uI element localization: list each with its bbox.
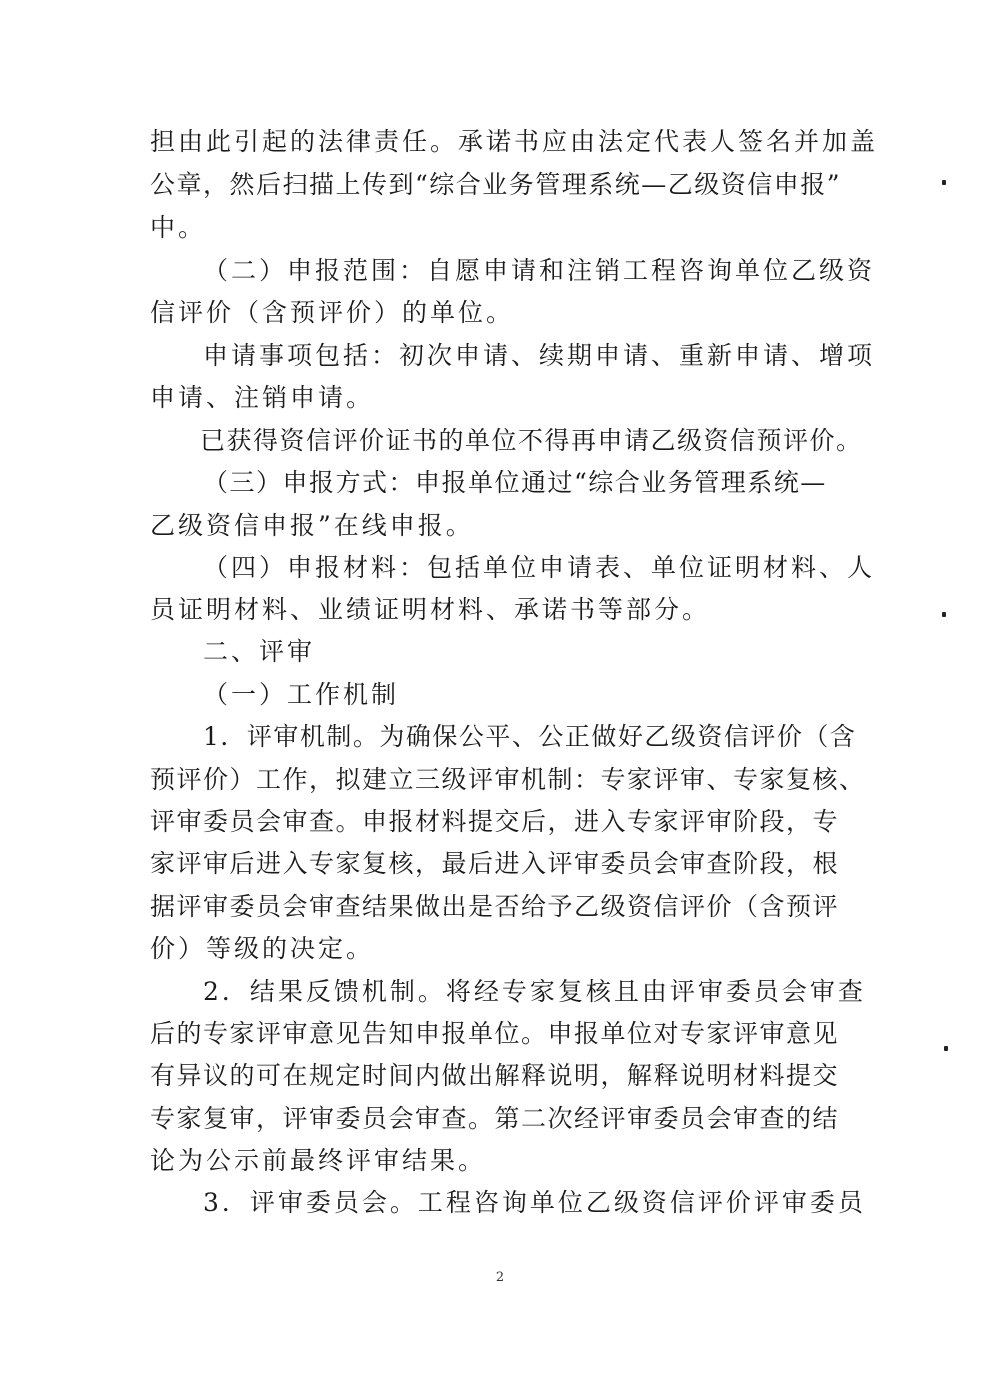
body-text-line: 预评价）工作，拟建立三级评审机制：专家评审、专家复核、 (150, 765, 866, 794)
body-text-line: 已获得资信评价证书的单位不得再申请乙级资信预评价。 (200, 426, 863, 455)
body-text-line: 1．评审机制。为确保公平、公正做好乙级资信评价（含 (203, 722, 857, 751)
body-text-line: 申请事项包括：初次申请、续期申请、重新申请、增项 (203, 341, 876, 370)
body-text-line: 专家复审，评审委员会审查。第二次经评审委员会审查的结 (150, 1104, 840, 1133)
body-text-line: 有异议的可在规定时间内做出解释说明，解释说明材料提交 (150, 1061, 840, 1090)
body-text-line: 评审委员会审查。申报材料提交后，进入专家评审阶段，专 (150, 807, 840, 836)
body-text-line: 公章，然后扫描上传到“综合业务管理系统—乙级资信申报” (150, 170, 842, 199)
body-text-line: 3．评审委员会。工程咨询单位乙级资信评价评审委员 (203, 1188, 866, 1217)
body-text-line: 乙级资信申报”在线申报。 (150, 511, 474, 540)
body-text-line: 据评审委员会审查结果做出是否给予乙级资信评价（含预评 (150, 892, 840, 921)
body-text-line: 担由此引起的法律责任。承诺书应由法定代表人签名并加盖 (150, 127, 879, 156)
body-text-line: 后的专家评审意见告知申报单位。申报单位对专家评审意见 (150, 1019, 840, 1048)
chapter-heading-review: 二、评审 (203, 637, 316, 666)
body-text-line: 中。 (150, 213, 207, 242)
scan-speck (944, 1046, 948, 1051)
section-heading-mechanism: （一）工作机制 (203, 680, 400, 709)
scan-speck (942, 180, 946, 185)
body-text-line: 家评审后进入专家复核，最后进入评审委员会审查阶段，根 (150, 849, 840, 878)
body-text-line: 信评价（含预评价）的单位。 (150, 298, 515, 327)
section-heading-method: （三）申报方式：申报单位通过“综合业务管理系统— (203, 468, 827, 497)
body-text-line: 价）等级的决定。 (150, 934, 375, 963)
body-text-line: 2．结果反馈机制。将经专家复核且由评审委员会审查 (203, 977, 866, 1006)
body-text-line: 申请、注销申请。 (150, 383, 375, 412)
body-text-line: 员证明材料、业绩证明材料、承诺书等部分。 (150, 595, 711, 624)
page-number: 2 (495, 1270, 505, 1285)
scan-speck (942, 612, 946, 617)
body-text-line: 论为公示前最终评审结果。 (150, 1146, 487, 1175)
section-heading-materials: （四）申报材料：包括单位申请表、单位证明材料、人 (203, 553, 876, 582)
section-heading-scope: （二）申报范围：自愿申请和注销工程咨询单位乙级资 (203, 256, 876, 285)
